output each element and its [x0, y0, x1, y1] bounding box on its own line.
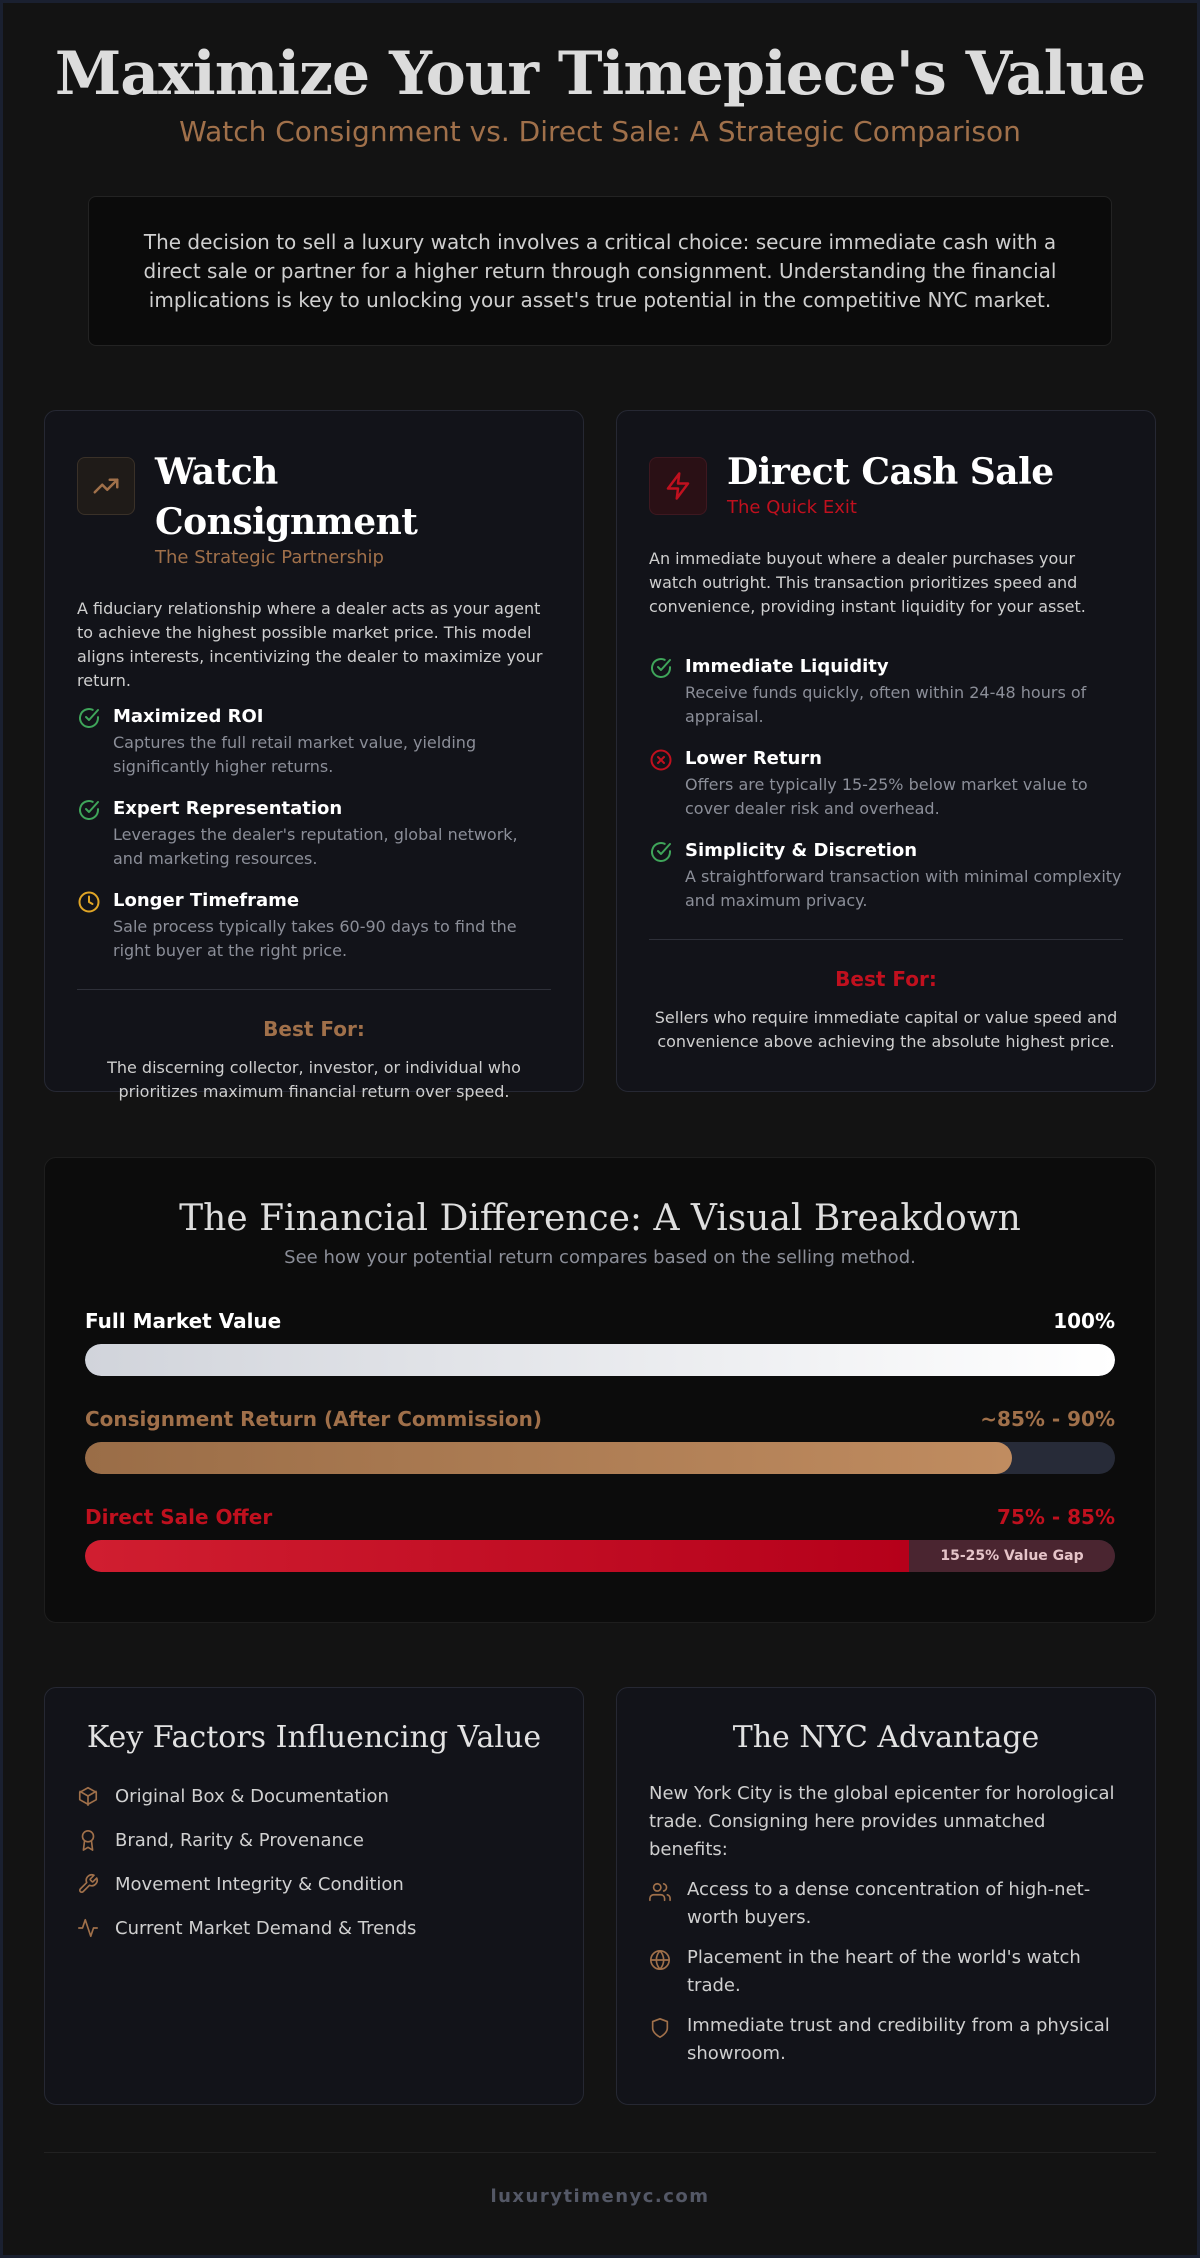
shield-icon	[649, 2017, 671, 2039]
check-circle-icon	[649, 656, 673, 680]
bar-label: Full Market Value	[85, 1309, 282, 1333]
factor-item	[77, 1774, 551, 1818]
nyc-advantage-card	[616, 1687, 1156, 2105]
factor-label: Current Market Demand & Trends	[115, 1917, 417, 1939]
nyc-intro: New York City is the global epicenter for horological trade. Consigning here provides unmatched benefits:	[649, 1783, 1115, 1860]
advantage-item	[649, 1876, 1123, 1932]
feature-item	[77, 889, 551, 981]
advantage-label: Access to a dense concentration of high-net-worth buyers.	[687, 1879, 1091, 1928]
lightning-icon	[649, 457, 707, 515]
consignment-tagline: The Strategic Partnership	[155, 547, 384, 568]
direct-sale-tagline: The Quick Exit	[727, 497, 857, 518]
bar-track	[85, 1442, 1115, 1474]
factor-item	[77, 1818, 551, 1862]
award-icon	[77, 1829, 99, 1851]
bar-label: Consignment Return (After Commission)	[85, 1407, 542, 1431]
direct-sale-header	[649, 447, 1123, 519]
box-icon	[77, 1785, 99, 1807]
footer-domain: luxurytimenyc.com	[490, 2186, 710, 2207]
financial-breakdown-panel	[44, 1157, 1156, 1623]
feature-item	[77, 705, 551, 797]
check-circle-icon	[77, 706, 101, 730]
page-header	[0, 36, 1200, 150]
factor-item	[77, 1906, 551, 1950]
intro-text: The decision to sell a luxury watch involves a critical choice: secure immediate cash with a direct sale or partner for a higher return through consignment. Understanding the financial implications is key to unlocking your asset's true potential in the competitive NYC market.	[143, 229, 1057, 312]
advantage-label: Placement in the heart of the world's watch trade.	[687, 1947, 1081, 1996]
bar-value: 75% - 85%	[997, 1505, 1115, 1529]
bar-track	[85, 1344, 1115, 1376]
wrench-icon	[77, 1873, 99, 1895]
feature-title: Expert Representation	[113, 798, 343, 819]
bar-fill	[85, 1442, 1012, 1474]
consignment-header	[77, 447, 551, 569]
intro-panel	[88, 196, 1112, 346]
bar-full-market	[85, 1308, 1115, 1376]
check-circle-icon	[649, 840, 673, 864]
key-factors-title: Key Factors Influencing Value	[86, 1720, 542, 1755]
feature-item	[649, 655, 1123, 747]
feature-title: Lower Return	[685, 748, 822, 769]
best-for-text: The discerning collector, investor, or individual who prioritizes maximum financial return over speed.	[107, 1058, 521, 1101]
feature-title: Simplicity & Discretion	[685, 840, 918, 861]
best-for-text: Sellers who require immediate capital or value speed and convenience above achieving the absolute highest price.	[654, 1008, 1118, 1051]
feature-item	[649, 747, 1123, 839]
consignment-title: Watch Consignment	[155, 451, 418, 543]
financial-title: The Financial Difference: A Visual Breakdown	[179, 1198, 1021, 1239]
advantage-item	[649, 2012, 1123, 2068]
advantage-label: Immediate trust and credibility from a physical showroom.	[687, 2015, 1110, 2064]
best-for-label: Best For:	[835, 967, 937, 991]
feature-description: Leverages the dealer's reputation, global network, and marketing resources.	[113, 825, 518, 868]
factor-label: Movement Integrity & Condition	[115, 1873, 404, 1895]
feature-description: Captures the full retail market value, yielding significantly higher returns.	[113, 733, 477, 776]
feature-description: Receive funds quickly, often within 24-48 hours of appraisal.	[685, 683, 1087, 726]
divider	[649, 939, 1123, 940]
bar-label: Direct Sale Offer	[85, 1505, 273, 1529]
feature-description: Sale process typically takes 60-90 days to find the right buyer at the right price.	[113, 917, 517, 960]
bar-value: ~85% - 90%	[980, 1407, 1115, 1431]
page-title: Maximize Your Timepiece's Value	[54, 39, 1146, 109]
bar-fill	[85, 1540, 909, 1572]
key-factors-card	[44, 1687, 584, 2105]
nyc-title: The NYC Advantage	[732, 1720, 1040, 1755]
check-circle-icon	[77, 798, 101, 822]
direct-sale-title: Direct Cash Sale	[727, 451, 1054, 493]
direct-sale-card	[616, 410, 1156, 1092]
divider	[77, 989, 551, 990]
feature-title: Longer Timeframe	[113, 890, 300, 911]
financial-subtitle: See how your potential return compares based on the selling method.	[284, 1247, 916, 1268]
value-gap-label: 15-25% Value Gap	[909, 1540, 1115, 1572]
feature-item	[77, 797, 551, 889]
bar-value: 100%	[1053, 1309, 1115, 1333]
direct-sale-description: An immediate buyout where a dealer purchases your watch outright. This transaction prioritizes speed and convenience, providing instant liquidity for your asset.	[649, 549, 1086, 616]
trending-up-icon	[77, 457, 135, 515]
factor-item	[77, 1862, 551, 1906]
globe-icon	[649, 1949, 671, 1971]
bar-fill	[85, 1344, 1115, 1376]
activity-icon	[77, 1917, 99, 1939]
consignment-card	[44, 410, 584, 1101]
best-for-label: Best For:	[263, 1017, 365, 1041]
bar-consignment	[85, 1406, 1115, 1474]
bar-track	[85, 1540, 1115, 1572]
x-circle-icon	[649, 748, 673, 772]
page-subtitle: Watch Consignment vs. Direct Sale: A Strategic Comparison	[179, 115, 1021, 148]
bar-direct-sale	[85, 1504, 1115, 1572]
consignment-description: A fiduciary relationship where a dealer acts as your agent to achieve the highest possible market price. This model aligns interests, incentivizing the dealer to maximize your return.	[77, 599, 543, 690]
footer-divider	[44, 2152, 1156, 2153]
feature-title: Maximized ROI	[113, 706, 264, 727]
feature-description: Offers are typically 15-25% below market value to cover dealer risk and overhead.	[685, 775, 1088, 818]
users-icon	[649, 1881, 671, 1903]
factor-label: Original Box & Documentation	[115, 1785, 389, 1807]
feature-item	[649, 839, 1123, 931]
clock-icon	[77, 890, 101, 914]
feature-description: A straightforward transaction with minimal complexity and maximum privacy.	[685, 867, 1122, 910]
advantage-item	[649, 1944, 1123, 2000]
feature-title: Immediate Liquidity	[685, 656, 889, 677]
factor-label: Brand, Rarity & Provenance	[115, 1829, 364, 1851]
